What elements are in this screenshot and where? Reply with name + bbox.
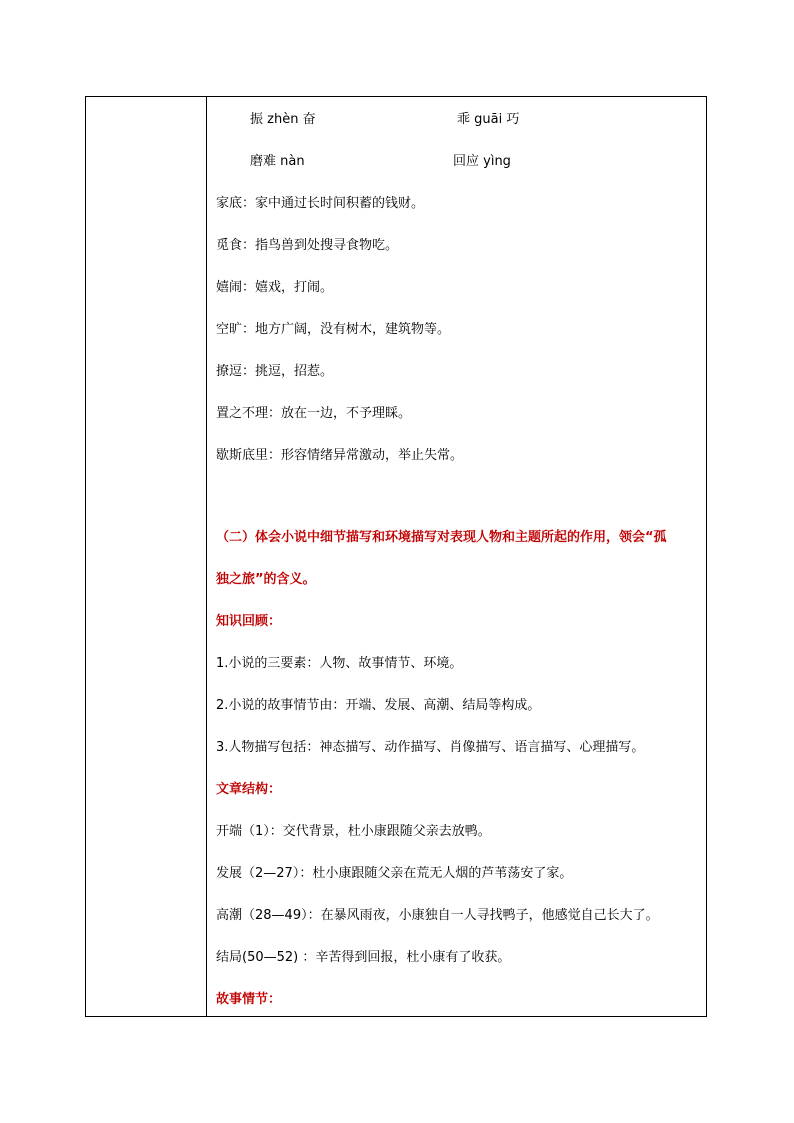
knowledge-item: 2.小说的故事情节由：开端、发展、高潮、结局等构成。 — [216, 698, 541, 713]
left-empty-cell — [86, 97, 207, 1016]
knowledge-heading: 知识回顾： — [216, 614, 282, 629]
pinyin-word: 回应 yìng — [453, 154, 511, 169]
knowledge-item: 3.人物描写包括：神态描写、动作描写、肖像描写、语言描写、心理描写。 — [216, 740, 645, 755]
definition-line: 置之不理：放在一边，不予理睬。 — [216, 406, 412, 421]
plot-heading: 故事情节： — [216, 992, 282, 1007]
structure-item: 高潮（28—49）：在暴风雨夜，小康独自一人寻找鸭子，他感觉自己长大了。 — [216, 908, 659, 923]
document-table — [85, 96, 707, 1017]
definition-line: 家底：家中通过长时间积蓄的钱财。 — [216, 196, 425, 211]
structure-item: 开端（1）：交代背景，杜小康跟随父亲去放鸭。 — [216, 824, 491, 839]
pinyin-word: 乖 guāi 巧 — [457, 112, 520, 127]
pinyin-word: 磨难 nàn — [250, 154, 305, 169]
structure-heading: 文章结构： — [216, 782, 282, 797]
definition-line: 觅食：指鸟兽到处搜寻食物吃。 — [216, 238, 399, 253]
definition-line: 歇斯底里：形容情绪异常激动，举止失常。 — [216, 448, 464, 463]
section-heading-continued: 独之旅”的含义。 — [216, 572, 316, 587]
definition-line: 空旷：地方广阔，没有树木，建筑物等。 — [216, 322, 451, 337]
knowledge-item: 1.小说的三要素：人物、故事情节、环境。 — [216, 656, 463, 671]
structure-item: 发展（2—27）：杜小康跟随父亲在荒无人烟的芦苇荡安了家。 — [216, 866, 573, 881]
content-cell — [207, 97, 706, 1016]
structure-item: 结局(50—52) ：辛苦得到回报，杜小康有了收获。 — [216, 950, 511, 965]
definition-line: 嬉闹：嬉戏，打闹。 — [216, 280, 334, 295]
pinyin-word: 振 zhèn 奋 — [250, 112, 316, 127]
definition-line: 撩逗：挑逗，招惹。 — [216, 364, 334, 379]
section-heading: （二）体会小说中细节描写和环境描写对表现人物和主题所起的作用，领会“孤 — [216, 530, 667, 545]
